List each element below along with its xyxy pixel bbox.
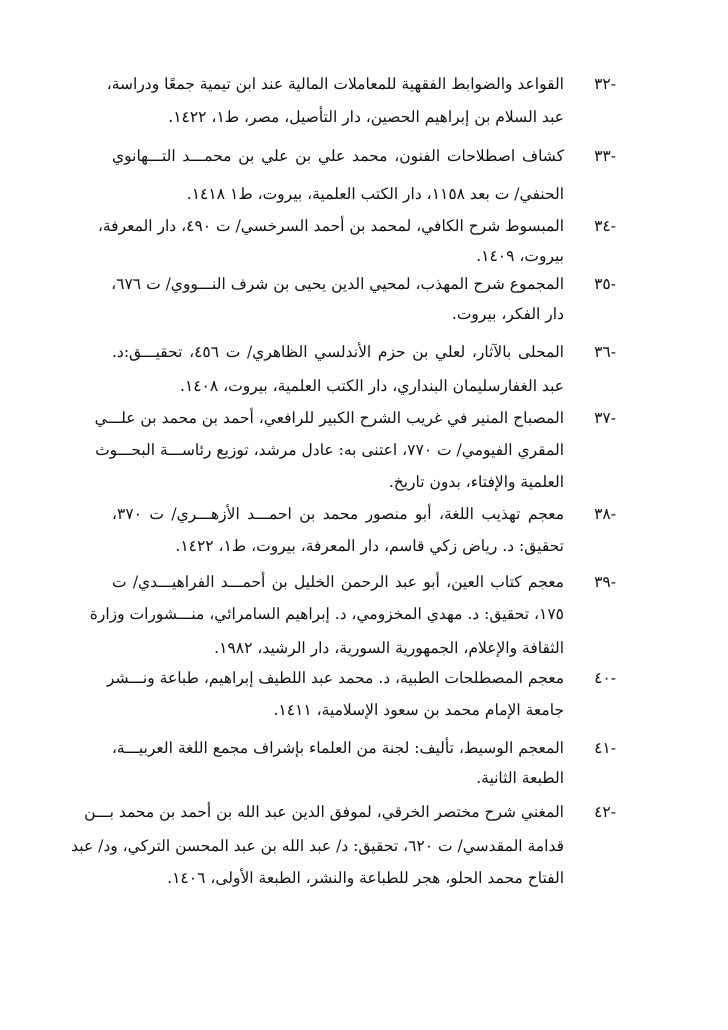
entry-number: ٣٩- bbox=[594, 573, 616, 591]
entry-text: معجم تهذيب اللغة، أبو منصور محمد بن احمـــد الأزهـــري/ ت ٣٧٠، bbox=[112, 505, 564, 523]
entry-number: ٤٠- bbox=[594, 669, 616, 687]
entry-number: ٣٤- bbox=[594, 217, 616, 235]
entry-continuation-line: عبد الغفارسليمان البنداري، دار الكتب العلمية، بيروت، ١٤٠٨. bbox=[179, 377, 564, 395]
entry-number: ٣٨- bbox=[594, 505, 616, 523]
entry-continuation-line: تحقيق: د. رياض زكي قاسم، دار المعرفة، بيروت، ط١، ١٤٢٢. bbox=[175, 537, 564, 555]
entry-continuation-line: ١٧٥، تحقيق: د. مهدي المخزومي، د. إبراهيم السامرائي، منـــشورات وزارة bbox=[89, 605, 564, 623]
entry-text: المبسوط شرح الكافي، لمحمد بن أحمد السرخسي/ ت ٤٩٠، دار المعرفة، bbox=[97, 217, 564, 235]
entry-number: ٤١- bbox=[594, 739, 616, 757]
entry-continuation-line: قدامة المقدسي/ ت ٦٢٠، تحقيق: د/ عبد الله بن عبد المحسن التركي، ود/ عبد bbox=[71, 837, 564, 855]
entry-text: المجموع شرح المهذب، لمحيي الدين يحيى بن شرف النـــووي/ ت ٦٧٦، bbox=[111, 275, 564, 293]
entry-text: المصباح المنير في غريب الشرح الكبير للرافعي، أحمد بن محمد بن علـــي bbox=[94, 409, 564, 427]
entry-number: ٣٢- bbox=[594, 75, 616, 93]
entry-text: معجم كتاب العين، أبو عبد الرحمن الخليل بن أحمـــد الفراهيـــدي/ ت bbox=[112, 573, 564, 591]
entry-number: ٣٦- bbox=[594, 343, 616, 361]
entry-continuation-line: الحنفي/ ت بعد ١١٥٨، دار الكتب العلمية، بيروت، ط١ ١٤١٨. bbox=[186, 185, 564, 203]
entry-number: ٤٢- bbox=[594, 803, 616, 821]
entry-continuation-line: الطبعة الثانية. bbox=[476, 769, 564, 787]
entry-continuation-line: عبد السلام بن إبراهيم الحصين، دار التأصيل، مصر، ط١، ١٤٢٢. bbox=[168, 108, 564, 126]
entry-continuation-line: جامعة الإمام محمد بن سعود الإسلامية، ١٤١١. bbox=[273, 701, 564, 719]
entry-number: ٣٥- bbox=[594, 275, 616, 293]
entry-continuation-line: بيروت، ١٤٠٩. bbox=[476, 247, 564, 265]
entry-text: المعجم الوسيط، تأليف: لجنة من العلماء بإشراف مجمع اللغة العربيـــة، bbox=[111, 739, 564, 757]
entry-continuation-line: العلمية والإفتاء، بدون تاريخ. bbox=[388, 473, 564, 491]
entry-continuation-line: المقري الفيومي/ ت ٧٧٠، اعتنى به: عادل مرشد، توزيع رئاســـة البحـــوث bbox=[95, 441, 564, 459]
entry-number: ٣٣- bbox=[594, 147, 616, 165]
entry-continuation-line: الثقافة والإعلام، الجمهورية السورية، دار الرشيد، ١٩٨٢. bbox=[214, 639, 564, 657]
entry-text: المغني شرح مختصر الخرقي، لموفق الدين عبد الله بن أحمد بن محمد بـــن bbox=[84, 803, 564, 821]
entry-text: كشاف اصطلاحات الفنون، محمد علي بن علي بن محمـــد التـــهانوي bbox=[112, 147, 564, 165]
entry-text: القواعد والضوابط الفقهية للمعاملات المالية عند ابن تيمية جمعًا ودراسة، bbox=[106, 75, 564, 93]
entry-text: المحلى بالآثار، لعلي بن حزم الأندلسي الظاهري/ ت ٤٥٦، تحقيـــق:د. bbox=[112, 343, 564, 361]
entry-number: ٣٧- bbox=[594, 409, 616, 427]
entry-continuation-line: دار الفكر، بيروت. bbox=[451, 305, 564, 323]
entry-continuation-line: الفتاح محمد الحلو، هجر للطباعة والنشر، الطبعة الأولى، ١٤٠٦. bbox=[167, 869, 564, 887]
entry-text: معجم المصطلحات الطبية، د. محمد عبد اللطيف إبراهيم، طباعة ونـــشر bbox=[106, 669, 564, 687]
entry-first-line bbox=[112, 136, 616, 176]
